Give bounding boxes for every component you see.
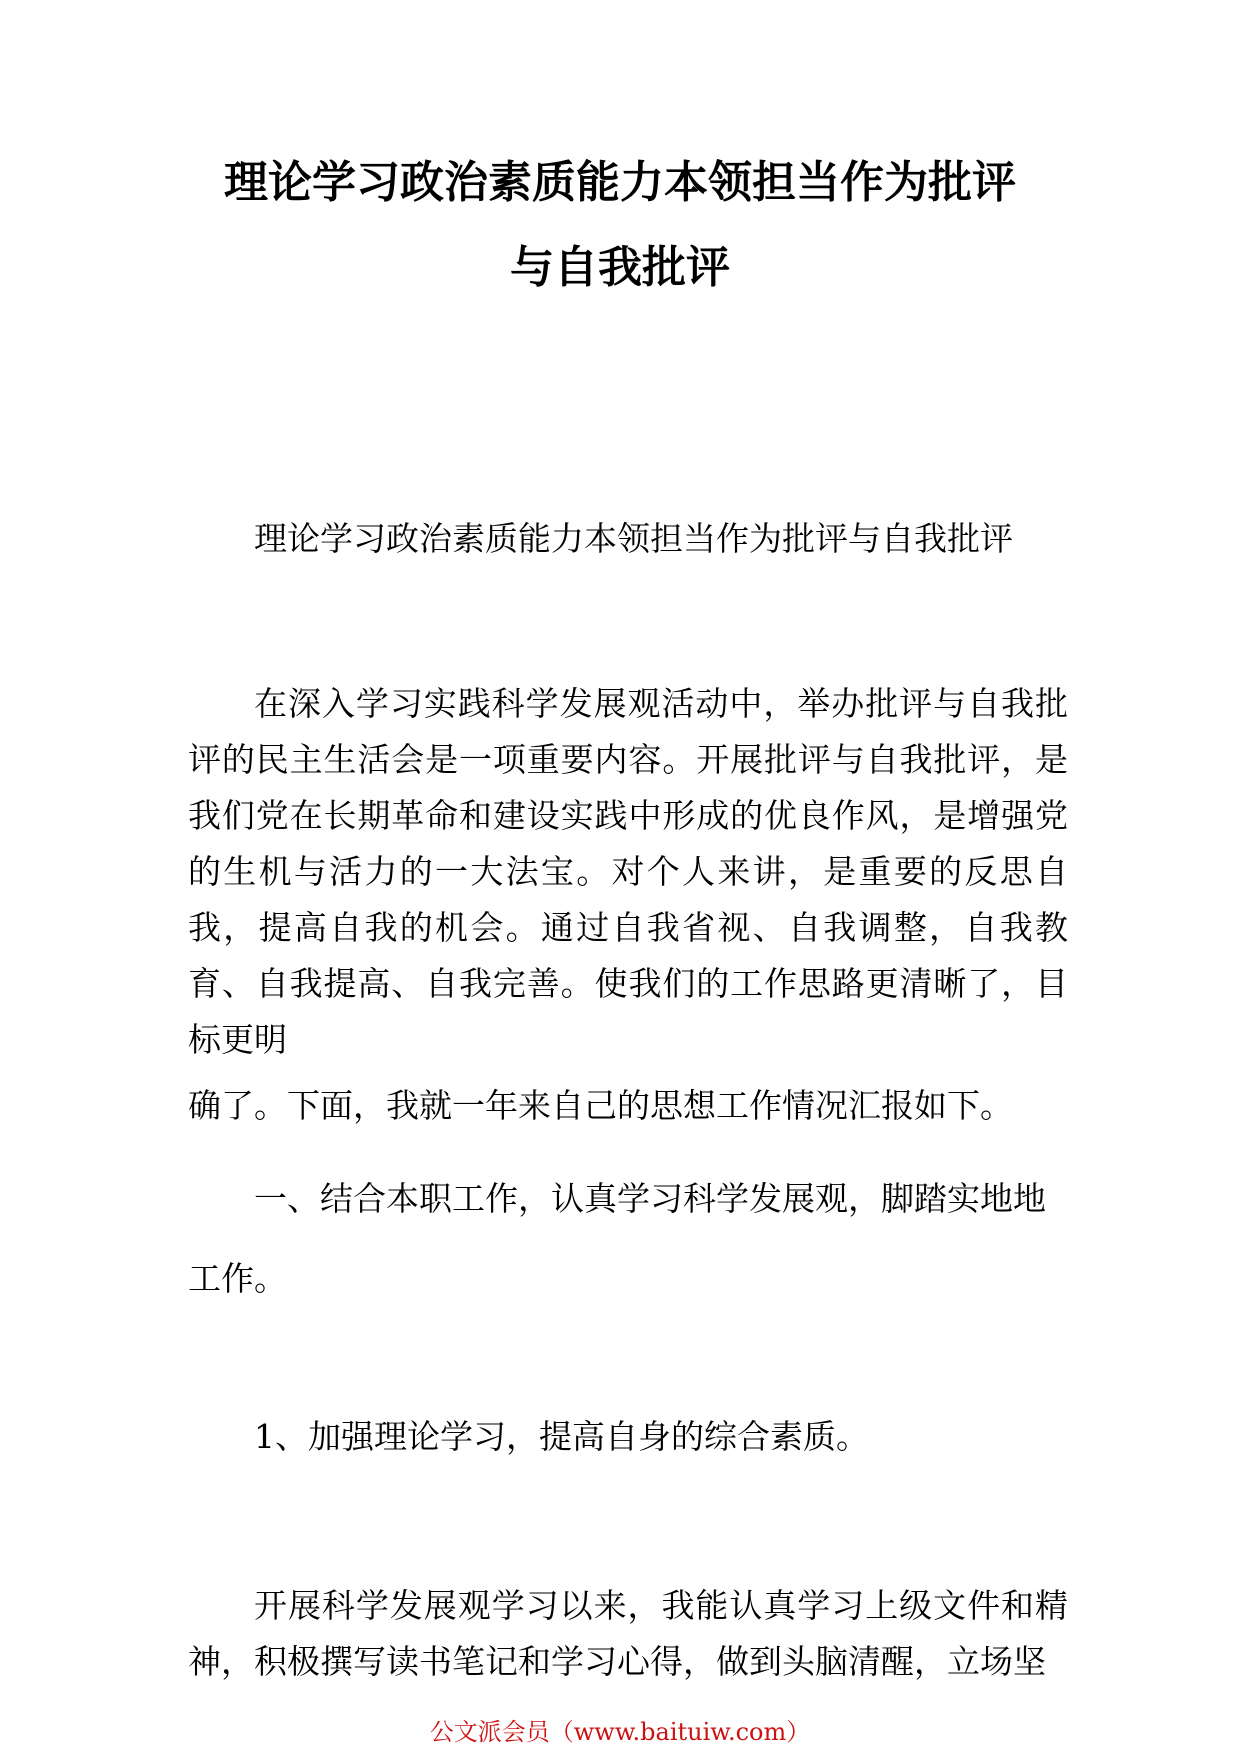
intro-paragraph-last-line: 确了。下面，我就一年来自己的思想工作情况汇报如下。 xyxy=(188,1086,1013,1125)
section-1-heading-tail: 工作。 xyxy=(188,1259,287,1298)
body-paragraph: 开展科学发展观学习以来，我能认真学习上级文件和精神，积极撰写读书笔记和学习心得，做到头脑清醒，立场坚 xyxy=(188,1586,1068,1681)
subsection-1-heading: 1、加强理论学习，提高自身的综合素质。 xyxy=(254,1417,869,1456)
document-title-line-1: 理论学习政治素质能力本领担当作为批评 xyxy=(224,157,1016,208)
document-title-line-2: 与自我批评 xyxy=(510,242,730,293)
section-1-heading: 一、结合本职工作，认真学习科学发展观，脚踏实地地 xyxy=(254,1179,1046,1218)
document-subtitle: 理论学习政治素质能力本领担当作为批评与自我批评 xyxy=(254,519,1013,558)
intro-paragraph xyxy=(188,676,1068,1134)
footer-watermark: 公文派会员（www.baituiw.com） xyxy=(429,1718,811,1746)
intro-paragraph-text: 在深入学习实践科学发展观活动中，举办批评与自我批评的民主生活会是一项重要内容。开展批评与自我批评，是我们党在长期革命和建设实践中形成的优良作风，是增强党的生机与活力的一大法宝。对个人来讲，是重要的反思自我，提高自我的机会。通过自我省视、自我调整，自我教育、自我提高、自我完善。使我们的工作思路更清晰了，目标更明 xyxy=(188,684,1068,1059)
